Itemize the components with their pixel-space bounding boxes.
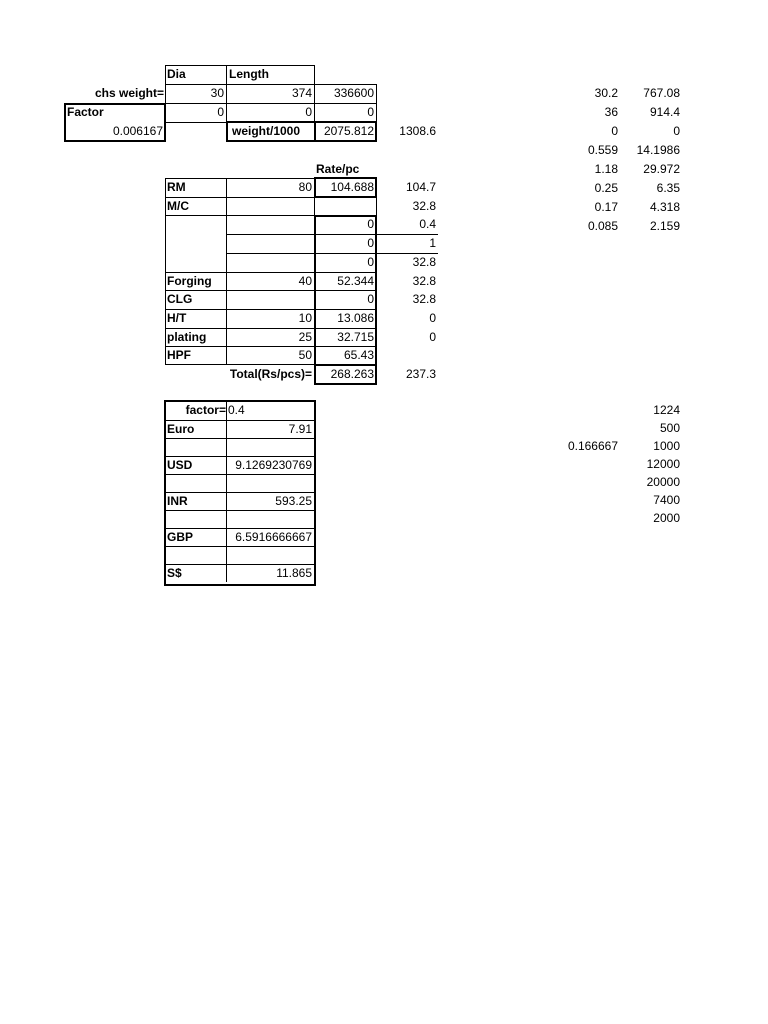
grid-line bbox=[226, 564, 227, 582]
length-value-cell[interactable]: 374 bbox=[291, 86, 312, 100]
currency-row-label: S$ bbox=[167, 566, 182, 580]
rate-row-side[interactable]: 0.4 bbox=[419, 217, 436, 231]
weight-label: weight/1000 bbox=[232, 124, 301, 138]
currency-row-value[interactable] bbox=[228, 546, 312, 564]
right-upper-a[interactable]: 30.2 bbox=[594, 86, 618, 100]
grid-line bbox=[226, 474, 227, 492]
rate-row-rate[interactable]: 13.086 bbox=[337, 311, 374, 325]
grid-line bbox=[314, 84, 315, 104]
grid-line bbox=[226, 438, 227, 456]
right-upper-b[interactable]: 914.4 bbox=[649, 105, 680, 119]
rate-row-rate[interactable]: 0 bbox=[367, 255, 374, 269]
rate-row-side[interactable]: 32.8 bbox=[412, 274, 436, 288]
right-upper-a[interactable]: 0.25 bbox=[594, 181, 618, 195]
factor-d-cell[interactable]: 0 bbox=[367, 105, 374, 119]
right-lower-b[interactable]: 1000 bbox=[653, 439, 680, 453]
grid-line bbox=[226, 510, 227, 528]
currency-row-value[interactable]: 6.5916666667 bbox=[235, 530, 312, 544]
rate-row-rate[interactable]: 0 bbox=[367, 292, 374, 306]
currency-row-label: INR bbox=[167, 494, 188, 508]
currency-row-value[interactable]: 593.25 bbox=[275, 494, 312, 508]
weight-side-cell[interactable]: 1308.6 bbox=[399, 124, 436, 138]
right-lower-b[interactable]: 7400 bbox=[653, 493, 680, 507]
chs-weight-label: chs weight= bbox=[94, 86, 164, 100]
grid-line bbox=[226, 456, 227, 474]
dia-value-cell[interactable]: 30 bbox=[210, 86, 224, 100]
currency-row-label: Euro bbox=[167, 422, 195, 436]
factor-value-cell[interactable]: 0.006167 bbox=[112, 124, 163, 138]
currency-row-value[interactable] bbox=[228, 510, 312, 528]
rate-row-label: H/T bbox=[167, 311, 187, 325]
rate-row-qty[interactable]: 40 bbox=[298, 274, 312, 288]
right-upper-b[interactable]: 14.1986 bbox=[636, 143, 680, 157]
total-value-cell[interactable]: 268.263 bbox=[330, 367, 374, 381]
right-upper-a[interactable]: 0.559 bbox=[587, 143, 618, 157]
factor-b-cell[interactable]: 0 bbox=[217, 105, 224, 119]
rate-row-side[interactable]: 32.8 bbox=[412, 255, 436, 269]
right-upper-a[interactable]: 1.18 bbox=[594, 162, 618, 176]
currency-factor-value[interactable]: 0.4 bbox=[228, 403, 245, 417]
grid-line bbox=[226, 401, 227, 420]
grid-line bbox=[226, 528, 227, 546]
currency-row-value[interactable]: 7.91 bbox=[288, 422, 312, 436]
currency-row-value[interactable] bbox=[228, 438, 312, 456]
right-upper-b[interactable]: 6.35 bbox=[656, 181, 680, 195]
right-upper-a[interactable]: 36 bbox=[604, 105, 618, 119]
rate-row-qty[interactable]: 10 bbox=[298, 311, 312, 325]
right-lower-b[interactable]: 20000 bbox=[646, 475, 680, 489]
rate-row-label: plating bbox=[167, 330, 207, 344]
currency-row-label: GBP bbox=[167, 530, 194, 544]
currency-row-value[interactable] bbox=[228, 474, 312, 492]
grid-line bbox=[314, 103, 315, 123]
rate-row-side[interactable]: 0 bbox=[429, 311, 436, 325]
right-lower-b[interactable]: 2000 bbox=[653, 511, 680, 525]
rate-row-rate[interactable]: 32.715 bbox=[337, 330, 374, 344]
factor-c-cell[interactable]: 0 bbox=[305, 105, 312, 119]
weight-value-cell[interactable]: 2075.812 bbox=[323, 124, 374, 138]
factor-label: Factor bbox=[67, 105, 104, 119]
rate-row-rate[interactable] bbox=[316, 197, 374, 215]
right-upper-b[interactable]: 767.08 bbox=[643, 86, 680, 100]
rate-header: Rate/pc bbox=[316, 162, 360, 176]
rate-row-qty[interactable]: 80 bbox=[298, 180, 312, 194]
right-upper-b[interactable]: 29.972 bbox=[643, 162, 680, 176]
rate-row-label: CLG bbox=[167, 292, 193, 306]
rate-row-rate[interactable]: 65.43 bbox=[343, 348, 374, 362]
right-lower-b[interactable]: 12000 bbox=[646, 457, 680, 471]
grid-line bbox=[226, 420, 227, 438]
rate-row-side[interactable]: 0 bbox=[429, 330, 436, 344]
currency-row-label: USD bbox=[167, 458, 193, 472]
grid-line bbox=[226, 546, 227, 564]
right-upper-b[interactable]: 4.318 bbox=[649, 200, 680, 214]
right-lower-a[interactable] bbox=[540, 419, 618, 437]
grid-line bbox=[226, 103, 227, 123]
right-lower-a[interactable] bbox=[540, 473, 618, 491]
rate-row-label: Forging bbox=[167, 274, 212, 288]
right-upper-a[interactable]: 0.085 bbox=[587, 219, 618, 233]
right-upper-b[interactable]: 0 bbox=[673, 124, 680, 138]
length-header: Length bbox=[229, 67, 269, 81]
rate-row-qty[interactable] bbox=[228, 234, 312, 252]
rate-row-rate[interactable]: 104.688 bbox=[330, 180, 374, 194]
right-lower-a[interactable] bbox=[540, 491, 618, 509]
rate-row-rate[interactable]: 0 bbox=[367, 236, 374, 250]
right-lower-a[interactable]: 0.166667 bbox=[567, 439, 618, 453]
rate-row-side[interactable]: 1 bbox=[429, 236, 436, 250]
grid-line bbox=[226, 492, 227, 510]
rate-row-side[interactable]: 32.8 bbox=[412, 292, 436, 306]
right-lower-b[interactable]: 500 bbox=[659, 421, 680, 435]
rate-row-side[interactable] bbox=[380, 346, 436, 364]
grid-line bbox=[226, 84, 227, 104]
rate-row-qty[interactable] bbox=[228, 290, 312, 308]
rate-row-rate[interactable]: 52.344 bbox=[337, 274, 374, 288]
chs-product-cell[interactable]: 336600 bbox=[333, 86, 374, 100]
currency-row-value[interactable]: 11.865 bbox=[276, 566, 312, 580]
right-upper-a[interactable]: 0.17 bbox=[594, 200, 618, 214]
rate-row-side[interactable]: 32.8 bbox=[412, 199, 436, 213]
right-lower-a[interactable] bbox=[540, 509, 618, 527]
total-label: Total(Rs/pcs)= bbox=[229, 367, 312, 381]
right-upper-b[interactable]: 2.159 bbox=[649, 219, 680, 233]
currency-factor-label: factor= bbox=[185, 403, 226, 417]
rate-row-label: M/C bbox=[167, 199, 189, 213]
right-lower-a[interactable] bbox=[540, 455, 618, 473]
rate-row-qty[interactable] bbox=[228, 215, 312, 233]
dia-header: Dia bbox=[167, 67, 186, 81]
rate-row-qty[interactable] bbox=[228, 197, 312, 215]
right-lower-a[interactable] bbox=[540, 401, 618, 419]
rate-row-qty[interactable]: 50 bbox=[298, 348, 312, 362]
total-side-cell[interactable]: 237.3 bbox=[405, 367, 436, 381]
rate-row-qty[interactable] bbox=[228, 253, 312, 271]
rate-row-qty[interactable]: 25 bbox=[298, 330, 312, 344]
right-upper-a[interactable]: 0 bbox=[611, 124, 618, 138]
currency-row-value[interactable]: 9.1269230769 bbox=[235, 458, 312, 472]
rate-row-rate[interactable]: 0 bbox=[367, 217, 374, 231]
rate-row-label: RM bbox=[167, 180, 186, 194]
rate-row-label: HPF bbox=[167, 348, 191, 362]
rate-row-side[interactable]: 104.7 bbox=[405, 180, 436, 194]
right-lower-b[interactable]: 1224 bbox=[653, 403, 680, 417]
